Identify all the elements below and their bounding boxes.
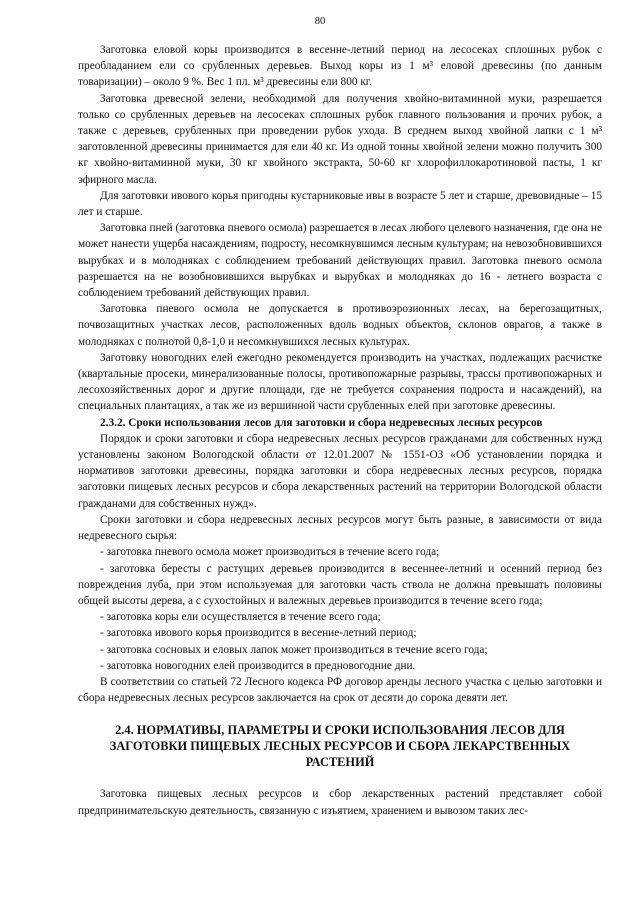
paragraph-terms-intro: Сроки заготовки и сбора недревесных лесных ресурсов могут быть разные, в зависимости от вида недревесного сырья:: [78, 513, 602, 543]
list-item: - заготовка бересты с растущих деревьев производится в весеннее-летний и осенний период без повреждения луба, при этом используемая для заготовки часть ствола не должна превышать половины общей высоты дерева, а с сухостойных и валежных деревьев производится в течение всего года;: [78, 562, 602, 607]
paragraph-willow-bark: Для заготовки ивового корья пригодны кустарниковые ивы в возрасте 5 лет и старше, древовидные – 15 лет и старше.: [78, 189, 602, 219]
list-item: - заготовка коры ели осуществляется в течение всего года;: [100, 611, 381, 624]
paragraph-stump-restrictions: Заготовка пневого осмола не допускается в противоэрозионных лесах, на берегозащитных, почвозащитных участках лесов, расположенных вдоль водных объектов, склонов оврагов, а также в молодняках с полнотой 0,8-1,0 и несомкнувшихся лесных культурах.: [78, 303, 602, 348]
list-item: - заготовка новогодних елей производится в предновогодние дни.: [100, 659, 416, 672]
paragraph-procedure: Порядок и сроки заготовки и сбора недревесных лесных ресурсов гражданами для собственных нужд установлены законом Вологодской области от 12.01.2007 № 1551-ОЗ «Об установлении порядка и нормативов заготовки древесины, порядка заготовки и сбора недревесных лесных ресурсов, порядка заготовки пищевых лесных ресурсов и сбора лекарственных растений на территории Вологодской области гражданами для собственных нужд».: [78, 432, 602, 510]
paragraph-lease-term: В соответствии со статьей 72 Лесного кодекса РФ договор аренды лесного участка с целью заготовки и сбора недревесных лесных ресурсов заключается на срок от десяти до сорока девяти лет.: [78, 675, 602, 705]
page-content: [78, 42, 602, 819]
paragraph-tree-greens: Заготовка древесной зелени, необходимой для получения хвойно-витаминной муки, разрешается только со срубленных деревьев на лесосеках сплошных рубок главного пользования и прочих рубок, а также с деревьев, срубленных при проведении рубок ухода. В среднем выход хвойной лапки с 1 м³ заготовленной древесины принимается для ели 40 кг. Из одной тонны хвойной зелени можно получить 300 кг хвойно-витаминной муки, 30 кг хвойного экстракта, 50-60 кг хлорофиллокаротиновой пасты, 1 кг эфирного масла.: [78, 92, 602, 186]
list-item: - заготовка сосновых и еловых лапок может производиться в течение всего года;: [100, 643, 488, 656]
list-item: - заготовка пневого осмола может производиться в течение всего года;: [100, 546, 440, 559]
paragraph-new-year-trees: Заготовку новогодних елей ежегодно рекомендуется производить на участках, подлежащих расчистке (квартальные просеки, минерализованные полосы, противопожарные разрывы, трассы противопожарных и лесохозяйственных дорог и другие площади, где не требуется сохранения подроста и насаждений), на специальных плантациях, а так же из вершинной части срубленных елей при заготовке древесины.: [78, 351, 602, 413]
paragraph-stumps: Заготовка пней (заготовка пневого осмола) разрешается в лесах любого целевого назначения, где она не может нанести ущерба насаждениям, подросту, несомкнувшимся лесным культурам; на невозобновившихся вырубках и в молодняках с соблюдением требований действующих правил. Заготовка пневого осмола разрешается на не возобновившихся вырубках и вырубках и молодняках до 16 - летнего возраста с соблюдением требований действующих правил.: [78, 222, 602, 300]
paragraph-spruce-bark: Заготовка еловой коры производится в весенне-летний период на лесосеках сплошных рубок с преобладанием ели со срубленных деревьев. Выход коры из 1 м³ еловой древесины (по данным товаризации) – около 9 %. Вес 1 пл. м³ древесины ели 800 кг.: [78, 44, 602, 89]
paragraph-food-resources: Заготовка пищевых лесных ресурсов и сбор лекарственных растений представляет собой предпринимательскую деятельность, связанную с изъятием, хранением и вывозом таких лес-: [78, 788, 602, 817]
list-item: - заготовка ивового корья производится в весение-летний период;: [100, 627, 417, 640]
section-heading: 2.4. НОРМАТИВЫ, ПАРАМЕТРЫ И СРОКИ ИСПОЛЬЗОВАНИЯ ЛЕСОВ ДЛЯ ЗАГОТОВКИ ПИЩЕВЫХ ЛЕСНЫХ РЕСУРСОВ И СБОРА ЛЕКАРСТВЕННЫХ РАСТЕНИЙ: [109, 723, 571, 770]
subsection-heading: 2.3.2. Сроки использования лесов для заготовки и сбора недревесных лесных ресурсов: [100, 416, 543, 429]
page-number: 80: [314, 16, 326, 27]
